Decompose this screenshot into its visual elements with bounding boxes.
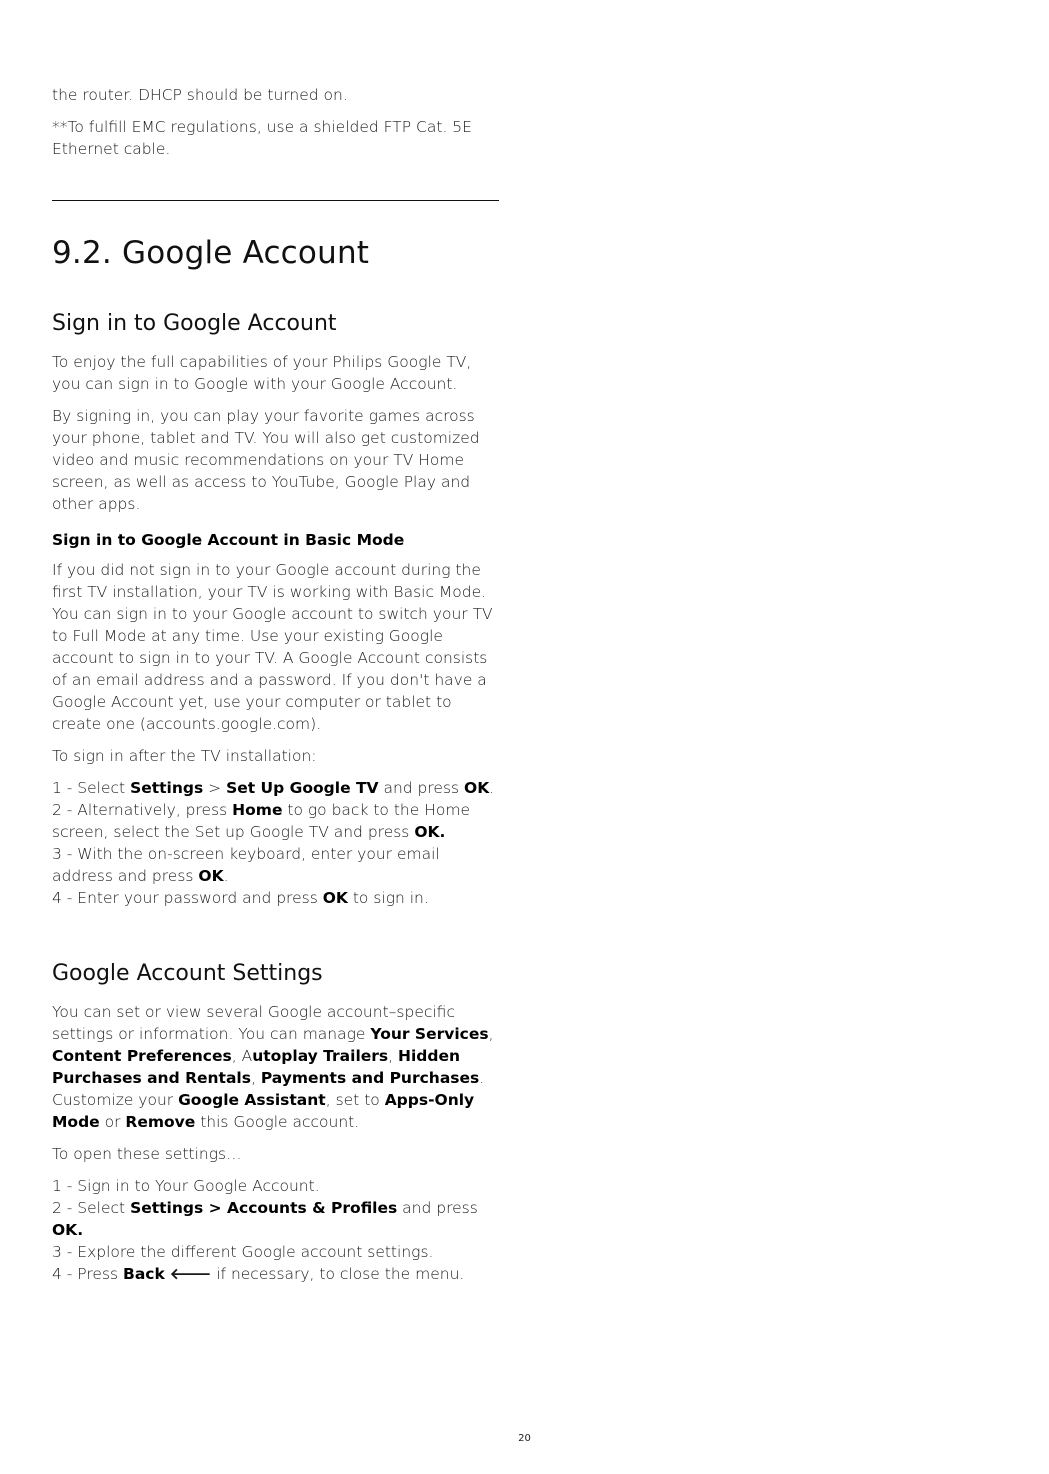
account-settings-steps [52, 1175, 502, 1285]
settings-step-4: 4 - Press Back 🡐 if necessary, to close the menu. [52, 1265, 465, 1283]
sign-in-paragraph-2: By signing in, you can play your favorite games across your phone, tablet and TV. You will also get customized video and music recommendations on your TV Home screen, as well as access to YouTube, Google Play and other apps. [52, 407, 480, 513]
intro-paragraph-1: the router. DHCP should be turned on. [52, 86, 348, 104]
settings-step-1: 1 - Sign in to Your Google Account. [52, 1177, 320, 1195]
sign-in-step-3: 3 - With the on-screen keyboard, enter your email address and press OK. [52, 845, 440, 885]
sign-in-after-install: To sign in after the TV installation: [52, 747, 317, 765]
open-settings-intro: To open these settings… [52, 1145, 242, 1163]
account-settings-paragraph: You can set or view several Google account–specific settings or information. You can manage Your Services, Content Preferences, Autoplay Trailers, Hidden Purchases and Rentals, Payments and Purchases. Customize your Google Assistant, set to Apps-Only Mode or Remove this Google account. [52, 1003, 494, 1131]
sign-in-step-1: 1 - Select Settings > Set Up Google TV and press OK. [52, 779, 495, 797]
page-content [52, 84, 502, 1285]
account-settings-heading: Google Account Settings [52, 961, 323, 986]
page-number: 20 [518, 1433, 531, 1444]
sign-in-step-4: 4 - Enter your password and press OK to sign in. [52, 889, 429, 907]
settings-step-2: 2 - Select Settings > Accounts & Profiles and press OK. [52, 1199, 478, 1239]
intro-paragraph-2: **To fulfill EMC regulations, use a shielded FTP Cat. 5E Ethernet cable. [52, 118, 472, 158]
sign-in-heading: Sign in to Google Account [52, 311, 337, 336]
basic-mode-paragraph: If you did not sign in to your Google account during the first TV installation, your TV is working with Basic Mode. You can sign in to your Google account to switch your TV to Full Mode at any time. Use your existing Google account to sign in to your TV. A Google Account consists of an email address and a password. If you don't have a Google Account yet, use your computer or tablet to create one (accounts.google.com). [52, 561, 493, 733]
section-divider [52, 200, 499, 201]
settings-step-3: 3 - Explore the different Google account settings. [52, 1243, 434, 1261]
sign-in-paragraph-1: To enjoy the full capabilities of your Philips Google TV, you can sign in to Google with your Google Account. [52, 353, 472, 393]
sign-in-step-2: 2 - Alternatively, press Home to go back to the Home screen, select the Set up Google TV and press OK. [52, 801, 470, 841]
sign-in-steps [52, 777, 502, 909]
basic-mode-heading: Sign in to Google Account in Basic Mode [52, 531, 405, 549]
section-title: 9.2. Google Account [52, 235, 370, 271]
back-arrow-icon: 🡐 [169, 1265, 212, 1283]
